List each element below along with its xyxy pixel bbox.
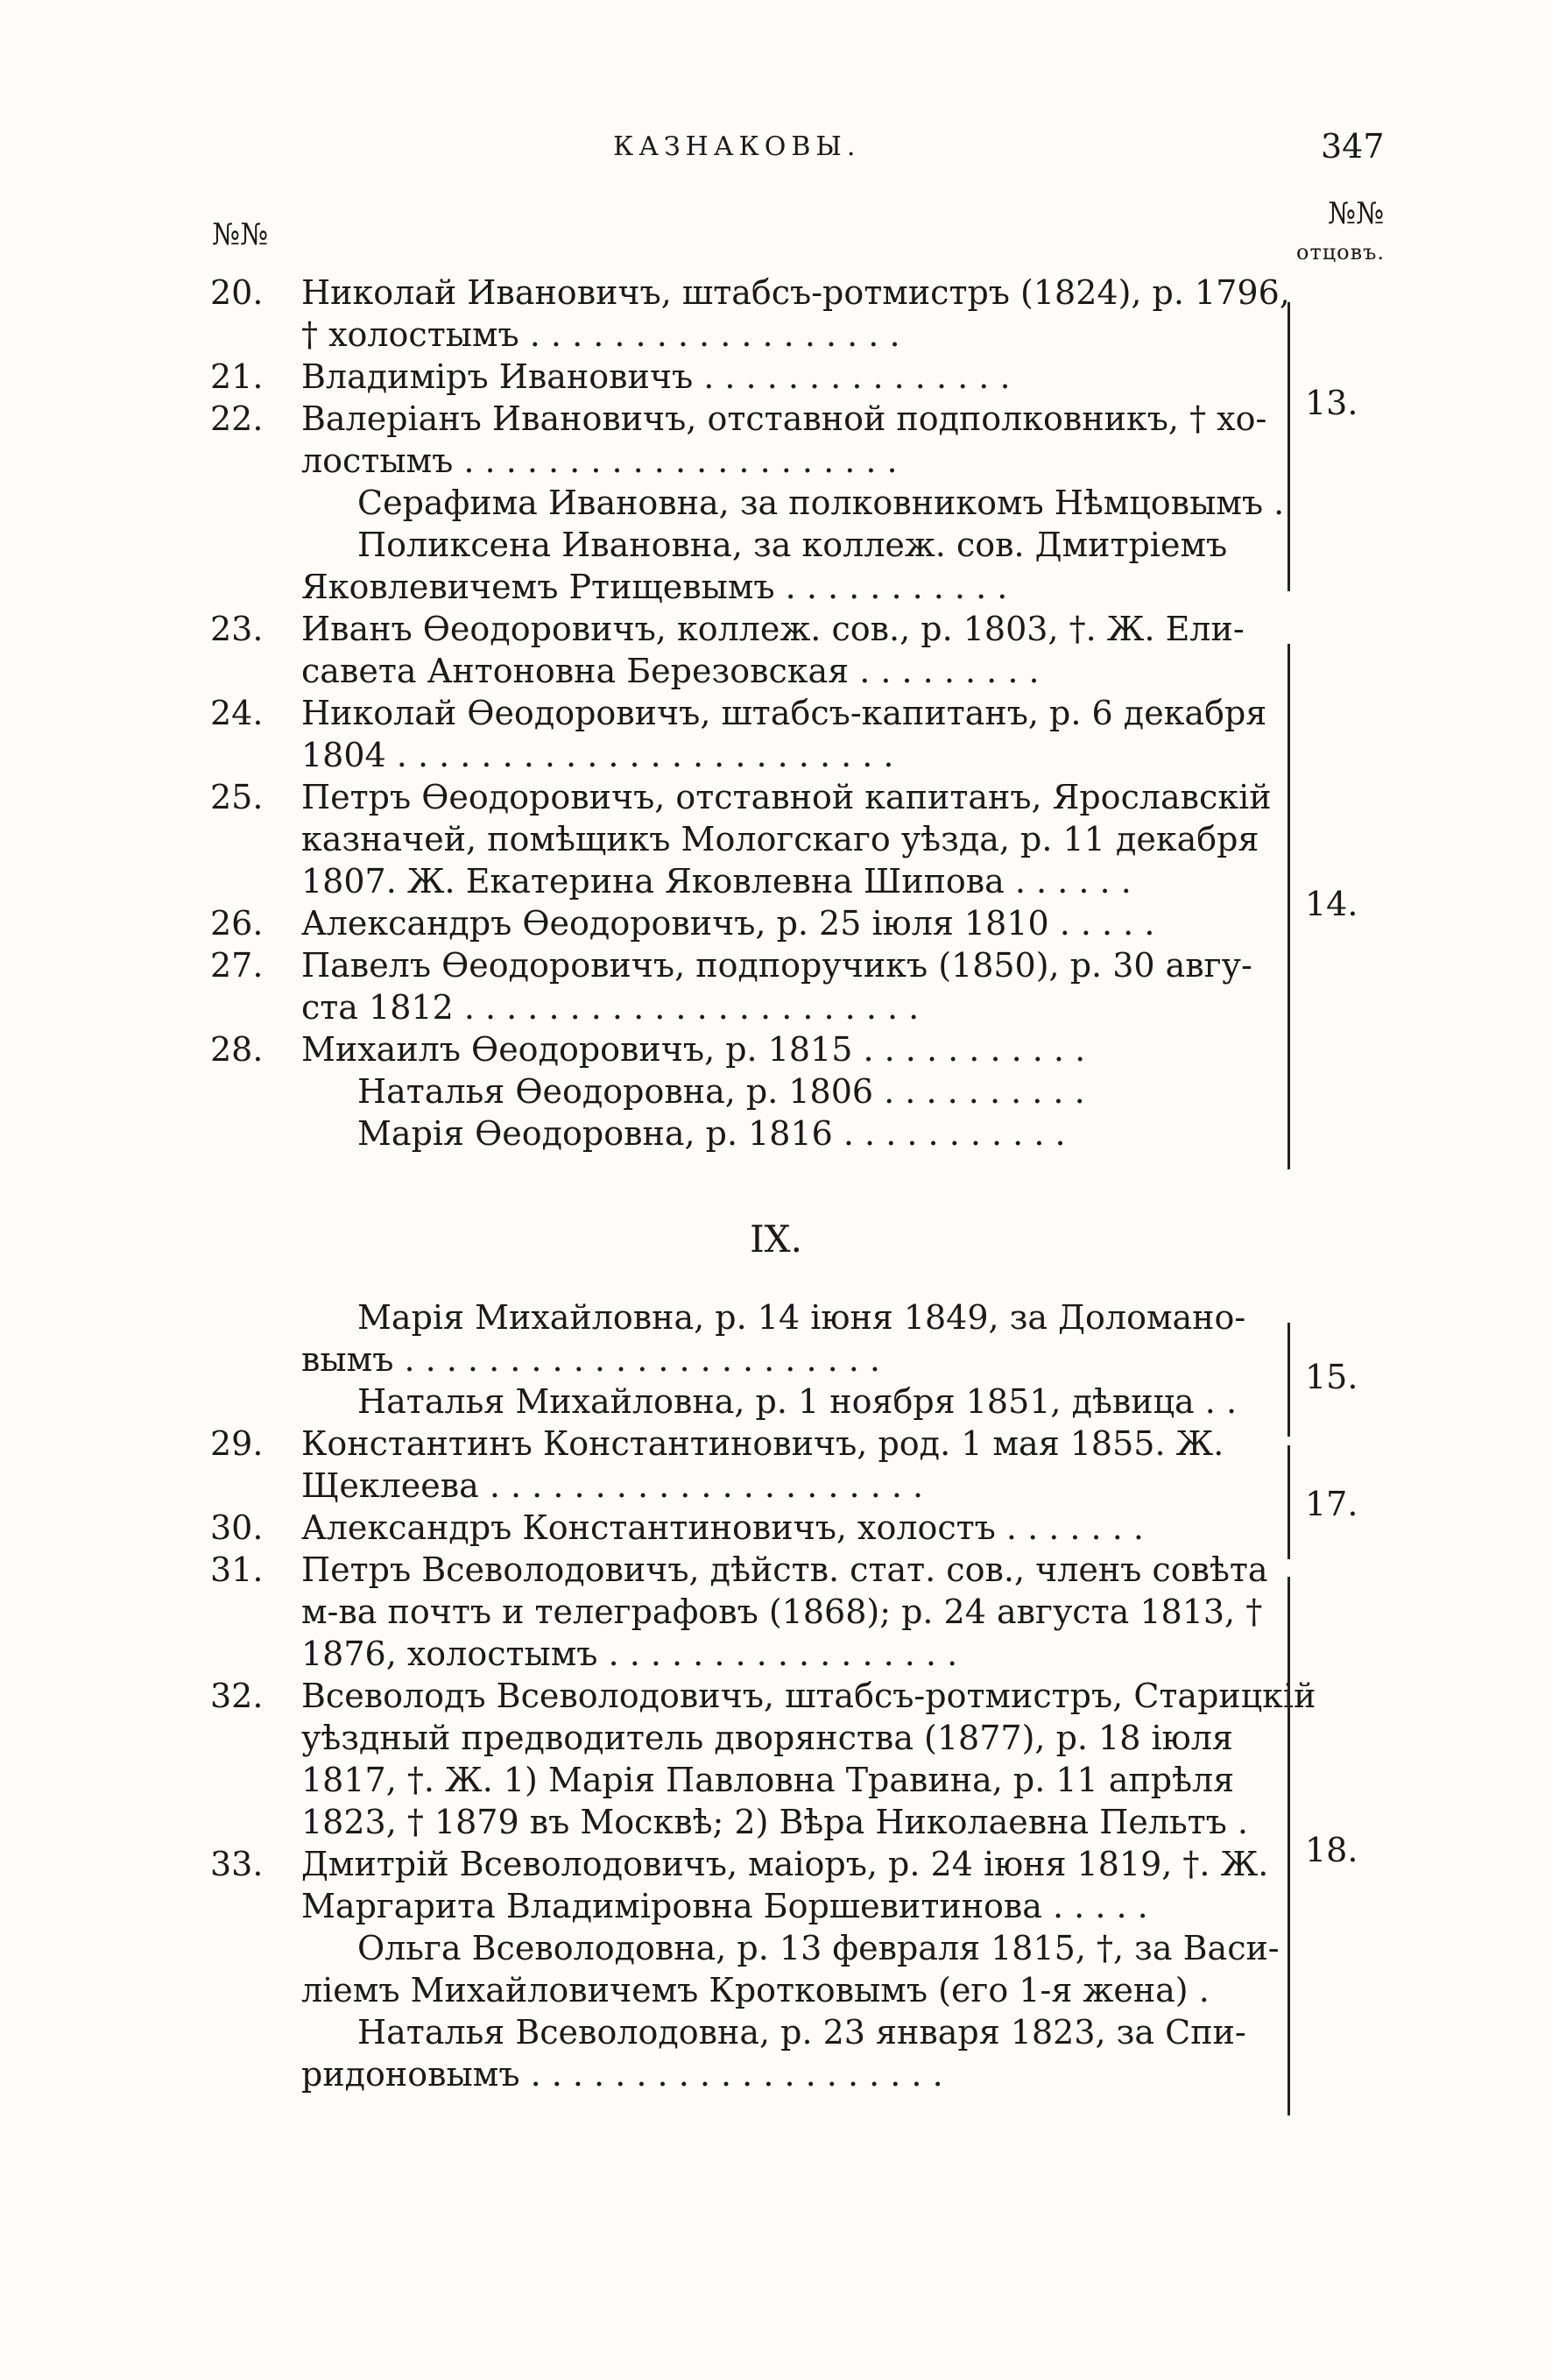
entry-text: Владиміръ Ивановичъ . . . . . . . . . . . . . . . [301,357,1011,396]
list-line [210,1675,1371,1717]
brace-group-14 [1279,644,1290,1169]
list-line [210,1423,1371,1465]
entry-text: Марія Михайловна, р. 14 іюня 1849, за Доломано- [357,1298,1246,1337]
entry-text: 1807. Ж. Екатерина Яковлевна Шипова . . . . . . [301,862,1132,900]
section-heading: IX. [750,1218,802,1261]
entry-text: савета Антоновна Березовская . . . . . . . . . [301,652,1040,690]
list-line [210,1633,1371,1675]
list-line [210,1381,1371,1423]
entry-text: 1876, холостымъ . . . . . . . . . . . . . . . . . [301,1635,958,1673]
entry-number: 33. [210,1845,264,1883]
list-line [210,1070,1371,1112]
list-line [210,1969,1371,2011]
entry-text: Щеклеева . . . . . . . . . . . . . . . . . . . . . [301,1466,924,1505]
list-line [210,860,1371,902]
entry-text: Дмитрій Всеволодовичъ, маіоръ, р. 24 іюня 1819, †. Ж. [301,1845,1269,1883]
entry-text: Петръ Всеволодовичъ, дѣйств. стат. сов., членъ совѣта [301,1550,1268,1589]
list-line [210,944,1371,986]
father-number-17: 17. [1305,1485,1358,1523]
entry-text: Марія Ѳеодоровна, р. 1816 . . . . . . . . . . . [357,1114,1066,1153]
entry-number: 29. [210,1424,264,1463]
entry-text: Наталья Ѳеодоровна, р. 1806 . . . . . . . . . . [357,1072,1085,1111]
entry-text: вымъ . . . . . . . . . . . . . . . . . . . . . . . [301,1340,881,1379]
entry-text: Валеріанъ Ивановичъ, отставной подполковникъ, † хо- [301,399,1267,438]
entry-number: 26. [210,904,264,943]
entry-number: 24. [210,694,264,732]
list-line [210,1885,1371,1927]
entry-number: 32. [210,1677,264,1715]
father-number-14: 14. [1305,885,1358,923]
list-line [210,902,1371,944]
entry-text: казначей, помѣщикъ Мологскаго уѣзда, р. 11 декабря [301,820,1259,858]
entry-text: Яковлевичемъ Ртищевымъ . . . . . . . . . . . [301,568,1008,606]
entry-number: 27. [210,946,264,985]
entry-text: 1823, † 1879 въ Москвѣ; 2) Вѣра Николаевна Пельтъ . [301,1803,1249,1841]
entry-number: 30. [210,1508,264,1547]
list-line [210,2053,1371,2095]
list-line [210,692,1371,734]
entry-text: Иванъ Ѳеодоровичъ, коллеж. сов., р. 1803, †. Ж. Ели- [301,610,1245,648]
list-line [210,314,1371,356]
entry-text: Константинъ Константиновичъ, род. 1 мая 1855. Ж. [301,1424,1224,1463]
father-number-18: 18. [1305,1831,1358,1869]
list-line [210,1927,1371,1969]
list-line [210,1717,1371,1759]
genealogy-list-section-a [210,272,1371,1155]
list-line [210,2011,1371,2053]
entry-text: Наталья Михайловна, р. 1 ноября 1851, дѣвица . . [357,1382,1238,1421]
entry-text: Петръ Ѳеодоровичъ, отставной капитанъ, Ярославскій [301,778,1272,816]
running-title: КАЗНАКОВЫ. [613,131,861,162]
page-number: 347 [1321,127,1385,166]
entry-text: † холостымъ . . . . . . . . . . . . . . . . . . [301,315,900,354]
father-number-15: 15. [1305,1358,1358,1396]
entry-text: Ольга Всеволодовна, р. 13 февраля 1815, †, за Васи- [357,1929,1280,1967]
entry-text: ридоновымъ . . . . . . . . . . . . . . . . . . . . [301,2055,943,2094]
list-line [210,1507,1371,1549]
list-line [210,1801,1371,1843]
list-line [210,272,1371,314]
brace-group-13 [1279,302,1290,591]
list-line [210,1296,1371,1338]
entry-text: лостымъ . . . . . . . . . . . . . . . . . . . . . [301,441,898,480]
column-label-fathers: отцовъ. [1296,240,1386,265]
entry-text: Павелъ Ѳеодоровичъ, подпоручикъ (1850), р. 30 авгу- [301,946,1252,985]
column-label-numbers: №№ [212,217,269,252]
list-line [210,818,1371,860]
entry-text: м-ва почтъ и телеграфовъ (1868); р. 24 августа 1813, † [301,1593,1263,1631]
list-line [210,1338,1371,1381]
father-number-13: 13. [1305,384,1358,422]
list-line [210,524,1371,566]
brace-group-17 [1279,1445,1290,1559]
list-line [210,650,1371,692]
entry-number: 28. [210,1030,264,1069]
list-line [210,1028,1371,1070]
entry-text: ліемъ Михайловичемъ Кротковымъ (его 1-я жена) . [301,1971,1210,2009]
entry-text: 1817, †. Ж. 1) Марія Павловна Травина, р. 11 апрѣля [301,1761,1235,1799]
entry-number: 21. [210,357,264,396]
entry-text: Маргарита Владиміровна Боршевитинова . . . . . [301,1887,1148,1925]
entry-text: Михаилъ Ѳеодоровичъ, р. 1815 . . . . . . . . . . . [301,1030,1086,1069]
column-label-fathers-numbers: №№ [1328,196,1385,231]
list-line [210,482,1371,524]
entry-number: 20. [210,273,264,312]
entry-text: Всеволодъ Всеволодовичъ, штабсъ-ротмистръ, Старицкій [301,1677,1316,1715]
list-line [210,566,1371,608]
entry-text: Серафима Ивановна, за полковникомъ Нѣмцовымъ . [357,484,1285,522]
list-line [210,1465,1371,1507]
entry-number: 31. [210,1550,264,1589]
list-line [210,1843,1371,1885]
entry-text: ста 1812 . . . . . . . . . . . . . . . . . . . . . . [301,988,920,1027]
entry-text: уѣздный предводитель дворянства (1877), р. 18 іюля [301,1719,1233,1757]
genealogy-list-section-b [210,1296,1371,2095]
list-line [210,776,1371,818]
entry-number: 22. [210,399,264,438]
entry-text: Александръ Константиновичъ, холостъ . . . . . . . [301,1508,1144,1547]
entry-number: 23. [210,610,264,648]
list-line [210,440,1371,482]
entry-text: Николай Ѳеодоровичъ, штабсъ-капитанъ, р. 6 декабря [301,694,1267,732]
list-line [210,608,1371,650]
entry-text: Поликсена Ивановна, за коллеж. сов. Дмитріемъ [357,526,1228,564]
entry-text: 1804 . . . . . . . . . . . . . . . . . . . . . . . . [301,736,894,774]
list-line [210,734,1371,776]
list-line [210,398,1371,440]
list-line [210,1591,1371,1633]
list-line [210,1549,1371,1591]
entry-text: Наталья Всеволодовна, р. 23 января 1823, за Спи- [357,2013,1246,2052]
list-line [210,986,1371,1028]
entry-text: Николай Ивановичъ, штабсъ-ротмистръ (1824), р. 1796, [301,273,1290,312]
brace-group-18 [1279,1577,1290,2115]
brace-group-15 [1279,1323,1290,1437]
entry-number: 25. [210,778,264,816]
entry-text: Александръ Ѳеодоровичъ, р. 25 іюля 1810 . . . . . [301,904,1155,943]
list-line [210,356,1371,398]
list-line [210,1112,1371,1155]
list-line [210,1759,1371,1801]
